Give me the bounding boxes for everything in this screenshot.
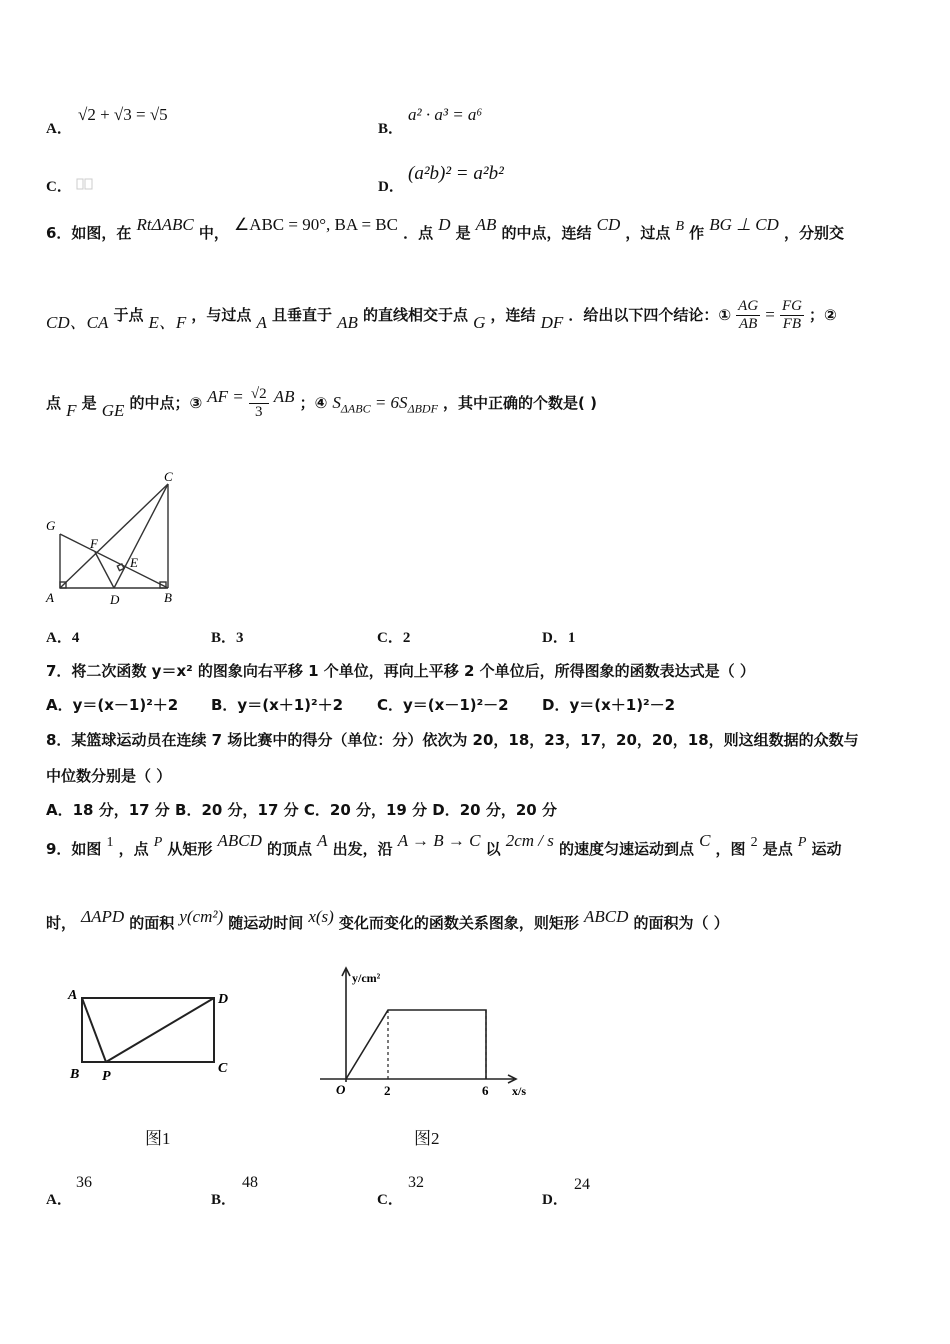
q8-stem-line2: 中位数分别是（ ） (46, 767, 172, 785)
q5-option-a-expr: √2 + √3 = √5 (78, 105, 168, 124)
q9-math: C (699, 831, 711, 850)
q9-math: ABCD (217, 831, 262, 850)
q6-text: ．点 (403, 224, 434, 242)
q6-math: G (473, 313, 486, 332)
fig1-label-a: A (68, 988, 78, 1003)
q9-text: 9．如图 (46, 840, 102, 858)
q9-text: 的顶点 (266, 840, 312, 858)
q6-math: E、F (148, 313, 187, 332)
q6-option-a: A．4 (46, 630, 80, 646)
q6-text: 于点 (113, 306, 144, 324)
q9-option-a-value: 36 (76, 1174, 92, 1191)
q6-text: 的直线相交于点 (363, 306, 469, 324)
q6-text: 是 (81, 394, 97, 412)
q5-option-c-label: C． (46, 179, 72, 195)
q9-math: x(s) (308, 907, 334, 926)
q9-text: 变化而变化的函数关系图象，则矩形 (338, 914, 579, 932)
q9-option-c-label: C． (377, 1192, 403, 1208)
q9-text: ，点 (118, 840, 149, 858)
q9-figure1 (62, 982, 242, 1082)
q6-text: ，过点 (625, 224, 671, 242)
q6-option-d: D．1 (542, 630, 576, 646)
q6-equals: = (765, 305, 775, 324)
fig-label-g: G (46, 518, 56, 533)
q6-text: 作 (689, 224, 705, 242)
fig2-x-axis-label: x/s (512, 1084, 527, 1098)
q9-option-b-value: 48 (242, 1174, 258, 1191)
q8-stem-line1: 8．某篮球运动员在连续 7 场比赛中的得分（单位：分）依次为 20，18，23，17，20，20，18，则这组数据的众数与 (46, 731, 859, 749)
q9-option-c-value: 32 (408, 1174, 424, 1191)
q6-math: AB (475, 215, 497, 234)
q9-option-d-label: D． (542, 1192, 568, 1208)
q6-option-c: C．2 (377, 630, 411, 646)
fig2-origin-label: O (336, 1082, 346, 1097)
q6-math: F (66, 401, 77, 420)
q6-math: CD、CA (46, 313, 109, 332)
q9-option-b-label: B． (211, 1192, 237, 1208)
q9-text: 从矩形 (167, 840, 213, 858)
fig2-tick-2: 2 (384, 1083, 391, 1098)
fig-label-d: D (110, 592, 120, 607)
q9-line2 (46, 907, 729, 942)
q9-math: 2cm / s (505, 831, 554, 850)
fig1-label-b: B (70, 1067, 80, 1082)
q6-text: ；④ (299, 394, 328, 412)
q6-geometry-figure (40, 466, 190, 608)
q9-math: ABCD (584, 907, 629, 926)
q5-option-b-label: B． (378, 121, 404, 137)
q9-text: ，图 (715, 840, 746, 858)
fig1-label-p: P (102, 1069, 111, 1082)
q6-text: ，分别交 (783, 224, 844, 242)
q5-option-d-expr: (a²b)² = a²b² (408, 163, 504, 184)
q9-math: P (153, 835, 163, 850)
q6-text: 中， (198, 224, 229, 242)
q9-math: A → B → C (397, 831, 481, 850)
fig-label-c: C (164, 469, 173, 484)
q6-math: AB (337, 313, 358, 332)
q7-option-c: C．y＝(x－1)²－2 (377, 696, 509, 714)
q9-math: 2 (750, 835, 758, 850)
q9-text: 时， (46, 914, 77, 932)
q9-option-a-label: A． (46, 1192, 72, 1208)
q6-option-b: B．3 (211, 630, 244, 646)
q6-line1 (46, 215, 844, 252)
q7-option-b: B．y＝(x＋1)²＋2 (211, 696, 344, 714)
q6-text: ，其中正确的个数是( ) (443, 394, 597, 412)
fig-label-a: A (46, 590, 54, 605)
q9-math: A (317, 831, 328, 850)
q5-option-c-faint-image (76, 176, 94, 190)
fig-label-e: E (130, 555, 138, 570)
q6-text: ，连结 (490, 306, 536, 324)
q9-text: 出发，沿 (332, 840, 393, 858)
fig1-label-c: C (218, 1061, 228, 1076)
q6-fraction-fg-fb: $\frac{FG}{FB}$ (781, 298, 802, 332)
fig2-tick-6: 6 (482, 1083, 489, 1098)
q6-line2 (46, 298, 837, 338)
q6-text: ；② (809, 306, 837, 324)
fig-label-f: F (90, 536, 98, 551)
q6-fraction-sqrt2-3: $\frac{√2}{3}$ (250, 386, 267, 420)
q6-math: DF (540, 313, 564, 332)
q6-text: 6．如图，在 (46, 224, 132, 242)
q9-text: 的面积为（ ） (633, 914, 729, 932)
q5-option-d-label: D． (378, 179, 404, 195)
q9-line1 (46, 831, 842, 868)
q6-math: RtΔABC (136, 215, 194, 234)
q6-math: AB (273, 387, 295, 406)
q5-option-b-expr: a² · a³ = a⁶ (408, 105, 483, 124)
q6-text: 的中点，连结 (501, 224, 592, 242)
q9-math: 1 (106, 835, 114, 850)
q9-text: 的面积 (129, 914, 175, 932)
q6-math: ∠ABC = 90°, BA = BC (233, 215, 398, 234)
q6-text: 点 (46, 394, 62, 412)
q9-math: ΔAPD (81, 907, 125, 926)
q6-math: B (675, 219, 685, 234)
q8-options: A．18 分，17 分 B．20 分，17 分 C．20 分，19 分 D．20 分，20 分 (46, 801, 557, 819)
fig-label-b: B (164, 590, 172, 605)
q9-math: y(cm²) (179, 907, 224, 926)
q6-text: ，与过点 (191, 306, 252, 324)
q9-math: P (797, 835, 807, 850)
q6-math: A (256, 313, 267, 332)
q9-text: 以 (485, 840, 501, 858)
q9-text: 运动 (811, 840, 842, 858)
q9-figure2 (316, 962, 546, 1102)
q6-math: D (438, 215, 451, 234)
q9-figure2-caption: 图2 (414, 1129, 440, 1148)
q7-stem: 7．将二次函数 y＝x² 的图象向右平移 1 个单位，再向上平移 2 个单位后，所得图象的函数表达式是（ ） (46, 662, 755, 680)
q6-fraction-ag-ab: $\frac{AG}{AB}$ (738, 298, 759, 332)
q6-text: 的中点；③ (129, 394, 203, 412)
q6-text: ．给出以下四个结论：① (568, 306, 732, 324)
q9-text: 是点 (762, 840, 793, 858)
q5-option-a-label: A． (46, 121, 72, 137)
q9-option-d-value: 24 (574, 1176, 590, 1193)
q6-line3 (46, 386, 597, 436)
fig1-label-d: D (218, 992, 229, 1007)
q7-option-d: D．y＝(x＋1)²－2 (542, 696, 676, 714)
q6-math: GE (101, 401, 125, 420)
q6-text: 且垂直于 (272, 306, 333, 324)
fig2-y-axis-label: y/cm² (352, 971, 381, 985)
q7-option-a: A．y＝(x－1)²＋2 (46, 696, 179, 714)
q9-figure1-caption: 图1 (145, 1129, 171, 1148)
q6-text: 是 (455, 224, 471, 242)
q9-text: 的速度匀速运动到点 (558, 840, 694, 858)
q6-math: CD (596, 215, 621, 234)
q6-math: BG ⊥ CD (709, 215, 779, 234)
q6-math: AF = (207, 387, 244, 406)
q9-text: 随运动时间 (228, 914, 304, 932)
q6-math: $S_{\Delta ABC} = 6S_{\Delta BDF}$ (332, 393, 438, 416)
